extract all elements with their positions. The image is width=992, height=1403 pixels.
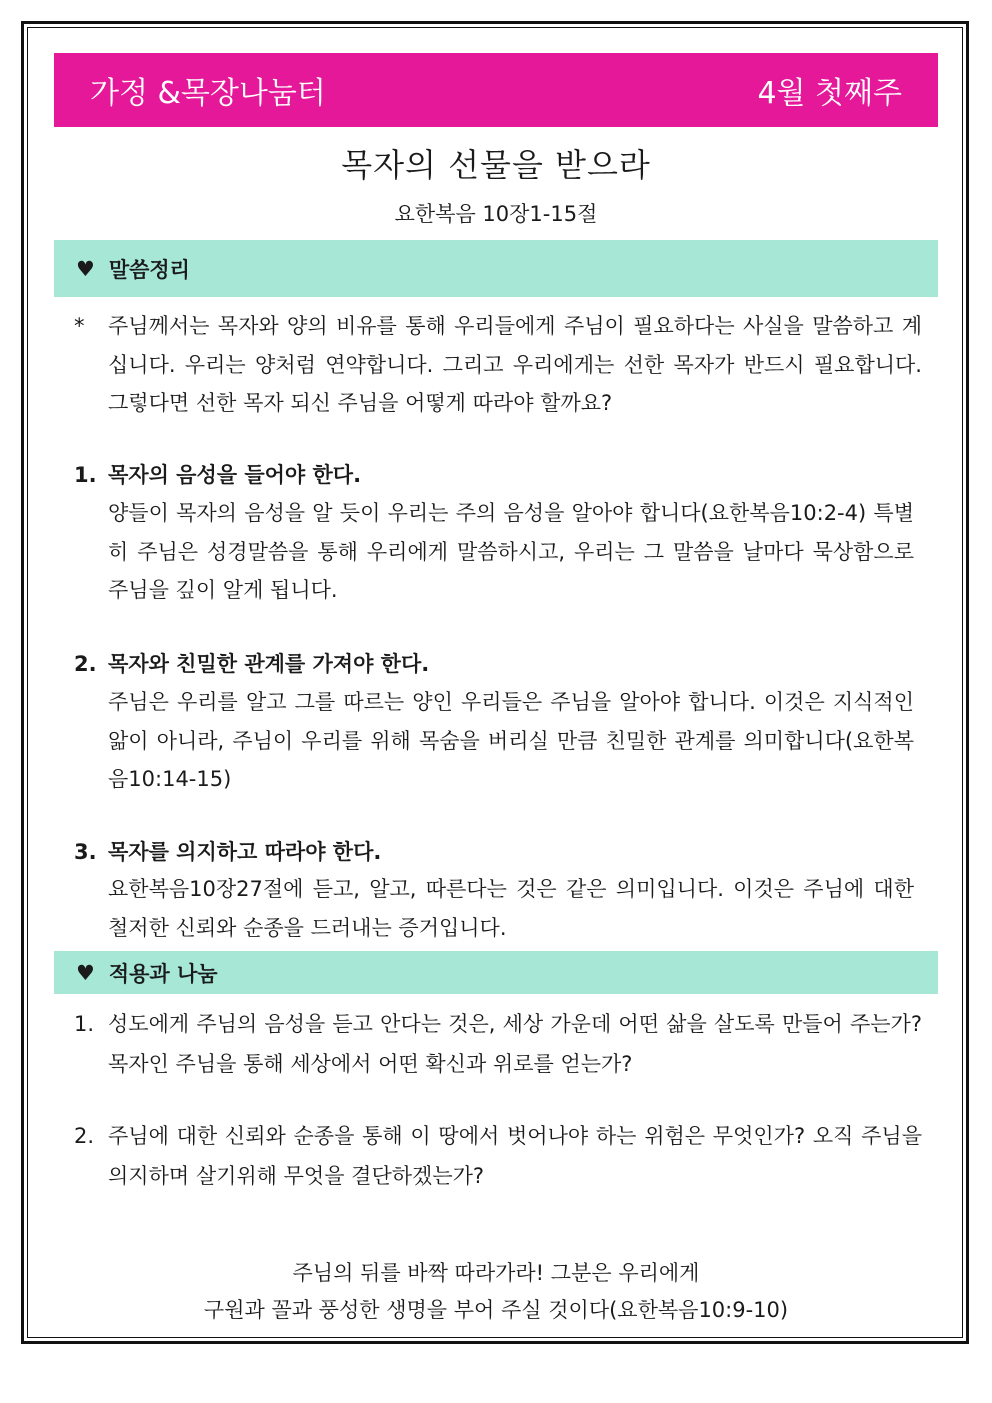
intro-text: 주님께서는 목자와 양의 비유를 통해 우리들에게 주님이 필요하다는 사실을 말씀하고 계십니다. 우리는 양처럼 연약합니다. 그리고 우리에게는 선한 목자가 반드시 필요합니다. 그렇다면 선한 목자 되신 주님을 어떻게 따라야 할까요?: [108, 314, 922, 415]
header-week: 4월 첫째주: [757, 76, 902, 111]
point-number: 1.: [74, 463, 97, 487]
scripture-reference: 요한복음 10장1-15절: [394, 202, 598, 226]
question-text: 주님에 대한 신뢰와 순종을 통해 이 땅에서 벗어나야 하는 위험은 무엇인가? 오직 주님을 의지하며 살기위해 무엇을 결단하겠는가?: [108, 1124, 922, 1188]
section-heading-summary: [54, 240, 938, 297]
point-number: 3.: [74, 840, 97, 864]
point-title: [74, 833, 922, 871]
point-number: 2.: [74, 652, 97, 676]
header-bar: [54, 53, 938, 127]
point-title-text: 목자의 음성을 들어야 한다.: [108, 463, 362, 487]
question-number: 1.: [74, 1012, 95, 1036]
question-number: 2.: [74, 1124, 95, 1148]
asterisk-marker: *: [74, 314, 85, 338]
point-title-text: 목자와 친밀한 관계를 가져야 한다.: [108, 652, 430, 676]
point-body: 요한복음10장27절에 듣고, 알고, 따른다는 것은 같은 의미입니다. 이것은 주님에 대한 철저한 신뢰와 순종을 드러내는 증거입니다.: [108, 877, 914, 940]
section-heading-label: 적용과 나눔: [108, 961, 218, 986]
sermon-title: 목자의 선물을 받으라: [341, 146, 651, 184]
heart-icon: ♥: [76, 256, 95, 281]
header-title: 가정 &목장나눔터: [90, 76, 326, 111]
discussion-question: [74, 1004, 922, 1084]
point-title-text: 목자를 의지하고 따라야 한다.: [108, 840, 382, 864]
question-text: 성도에게 주님의 음성을 듣고 안다는 것은, 세상 가운데 어떤 삶을 살도록 만들어 주는가? 목자인 주님을 통해 세상에서 어떤 확신과 위로를 얻는가?: [108, 1012, 922, 1076]
heart-icon: ♥: [76, 960, 95, 985]
discussion-question: [74, 1116, 922, 1196]
closing-line: 구원과 꼴과 풍성한 생명을 부어 주실 것이다(요한복음10:9-10): [203, 1298, 789, 1322]
section-heading-label: 말씀정리: [108, 257, 190, 282]
point-body: 양들이 목자의 음성을 알 듯이 우리는 주의 음성을 알아야 합니다(요한복음10:2-4) 특별히 주님은 성경말씀을 통해 우리에게 말씀하시고, 우리는 그 말씀을 날마다 묵상함으로 주님을 깊이 알게 됩니다.: [108, 501, 914, 602]
point-title: [74, 645, 922, 683]
closing-line: 주님의 뒤를 바짝 따라가라! 그분은 우리에게: [292, 1261, 700, 1285]
intro-paragraph: [74, 307, 922, 423]
section-heading-application: [54, 951, 938, 994]
point-title: [74, 456, 922, 494]
point-body: 주님은 우리를 알고 그를 따르는 양인 우리들은 주님을 알아야 합니다. 이것은 지식적인 앎이 아니라, 주님이 우리를 위해 목숨을 버리실 만큼 친밀한 관계를 의미합니다(요한복음10:14-15): [108, 690, 914, 791]
